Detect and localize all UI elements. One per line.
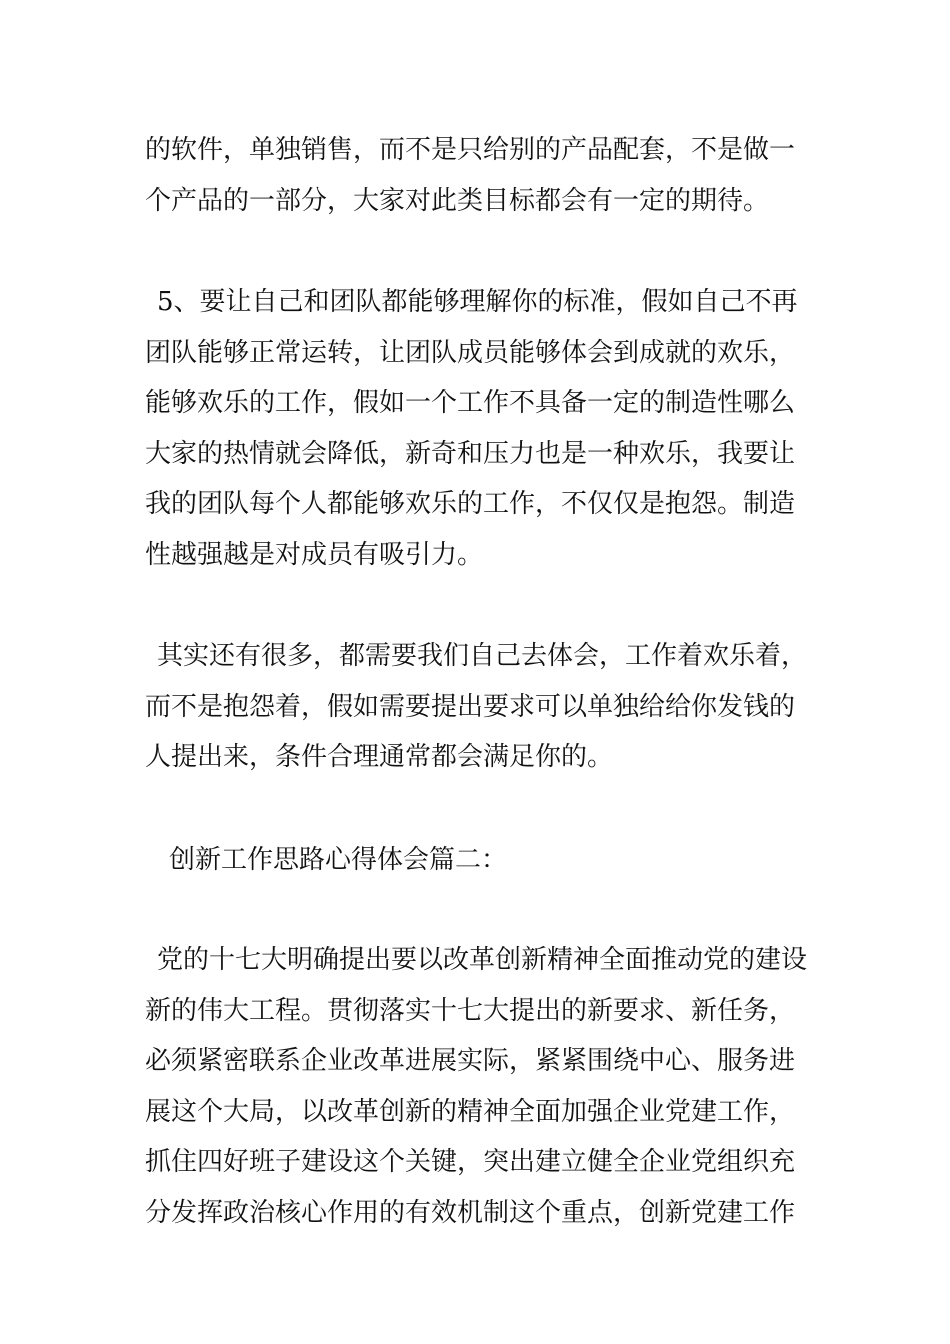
text-line: 党的十七大明确提出要以改革创新精神全面推动党的建设 — [157, 945, 808, 975]
text-line: 5、要让自己和团队都能够理解你的标准，假如自己不再 — [157, 287, 798, 317]
text-line: 而不是抱怨着，假如需要提出要求可以单独给给你发钱的 — [145, 691, 796, 722]
text-line: 个产品的一部分，大家对此类目标都会有一定的期待。 — [145, 185, 770, 216]
paragraph-2 — [145, 277, 815, 328]
paragraph-5-continued — [145, 986, 815, 1239]
paragraph-3 — [145, 631, 815, 682]
text-line: 大家的热情就会降低，新奇和压力也是一种欢乐，我要让 — [145, 438, 796, 469]
paragraph-2-continued — [145, 328, 815, 581]
text-line: 新的伟大工程。贯彻落实十七大提出的新要求、新任务， — [145, 995, 796, 1026]
text-line: 的软件，单独销售，而不是只给别的产品配套，不是做一 — [145, 135, 796, 165]
text-line: 团队能够正常运转，让团队成员能够体会到成就的欢乐， — [145, 337, 796, 368]
text-line: 抓住四好班子建设这个关键，突出建立健全企业党组织充 — [145, 1147, 796, 1177]
paragraph-1 — [145, 125, 815, 226]
text-line: 人提出来，条件合理通常都会满足你的。 — [145, 742, 614, 772]
paragraph-3-continued — [145, 682, 815, 783]
paragraph-5 — [145, 935, 815, 986]
text-line: 能够欢乐的工作，假如一个工作不具备一定的制造性哪么 — [145, 388, 796, 418]
text-line: 必须紧密联系企业改革进展实际，紧紧围绕中心、服务进 — [145, 1046, 796, 1076]
text-line: 性越强越是对成员有吸引力。 — [145, 539, 484, 570]
text-line: 展这个大局，以改革创新的精神全面加强企业党建工作， — [145, 1096, 796, 1127]
text-line: 其实还有很多，都需要我们自己去体会，工作着欢乐着， — [157, 641, 808, 671]
text-line: 我的团队每个人都能够欢乐的工作，不仅仅是抱怨。制造 — [145, 489, 796, 519]
text-line: 分发挥政治核心作用的有效机制这个重点，创新党建工作 — [145, 1197, 796, 1228]
document-page — [145, 125, 815, 1238]
section-heading — [145, 835, 815, 886]
heading-line: 创新工作思路心得体会篇二： — [169, 844, 508, 875]
